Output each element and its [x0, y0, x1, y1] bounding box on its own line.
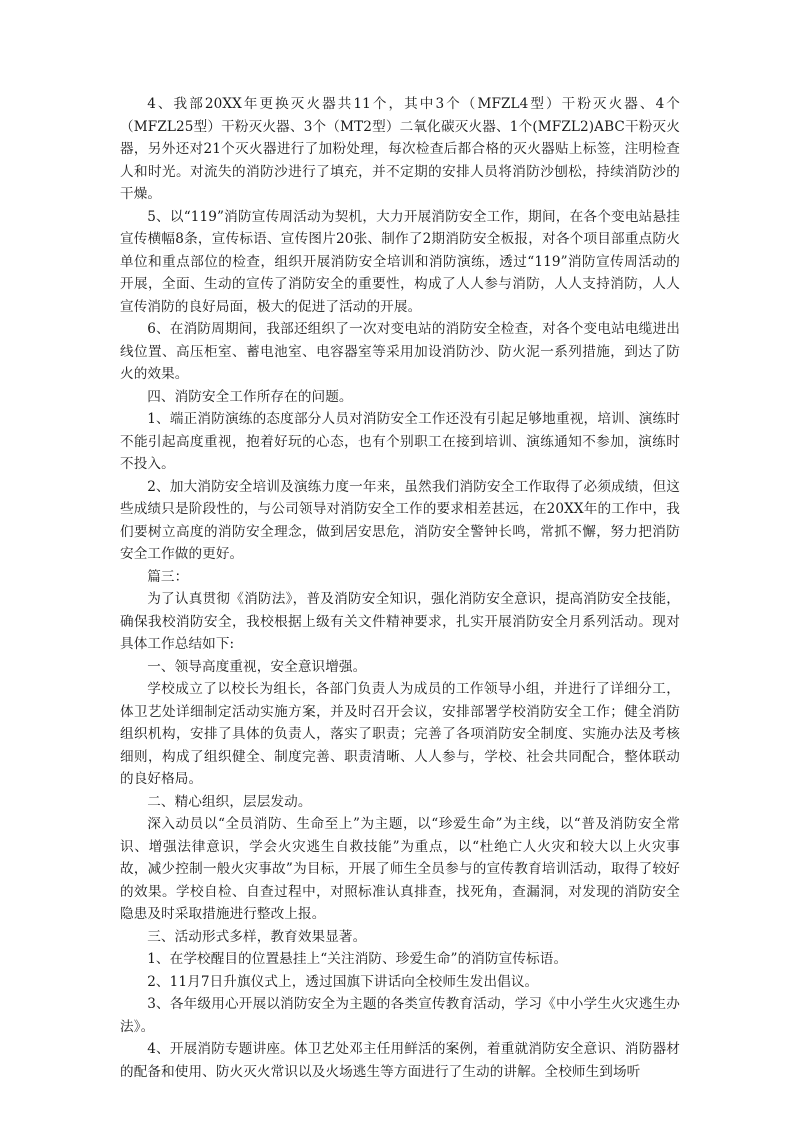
section-heading-2: 二、精心组织，层层发动。: [147, 793, 312, 810]
activity-item-2: 2、11月7日升旗仪式上，透过国旗下讲话向全校师生发出倡议。: [147, 973, 539, 990]
paragraph-intro: 为了认真贯彻《消防法》，普及消防安全知识，强化消防安全意识，提高消防安全技能，确保我校消防安全，我校根据上级有关文件精神要求，扎实开展消防安全月系列活动。现对具体工作总结如下:: [120, 591, 680, 652]
section-heading-problems: 四、消防安全工作所存在的问题。: [147, 388, 353, 405]
activity-item-3: 3、各年级用心开展以消防安全为主题的各类宣传教育活动，学习《中小学生火灾逃生办法》。: [120, 996, 680, 1035]
paragraph-item-5: 5、以“119”消防宣传周活动为契机，大力开展消防安全工作，期间，在各个变电站悬挂宣传横幅8条，宣传标语、宣传图片20张、制作了2期消防安全板报，对各个项目部重点防火单位和重点部位的检查，组织开展消防安全培训和消防演练，透过“119”消防宣传周活动的开展，全面、生动的宣传了消防安全的重要性，构成了人人参与消防，人人支持消防，人人宣传消防的良好局面，极大的促进了活动的开展。: [120, 208, 680, 315]
part-heading-3: 篇三：: [147, 568, 189, 585]
paragraph-problem-2: 2、加大消防安全培训及演练力度一年来，虽然我们消防安全工作取得了必须成绩，但这些成绩只是阶段性的，与公司领导对消防安全工作的要求相差甚远，在20XX年的工作中，我们要树立高度的消防安全理念，做到居安思危，消防安全警钟长鸣，常抓不懈，努力把消防安全工作做的更好。: [120, 478, 680, 562]
paragraph-problem-1: 1、端正消防演练的态度部分人员对消防安全工作还没有引起足够地重视，培训、演练时不能引起高度重视，抱着好玩的心态，也有个别职工在接到培训、演练通知不参加，演练时不投入。: [120, 411, 680, 472]
document-body: [120, 93, 680, 1083]
activity-item-1: 1、在学校醒目的位置悬挂上“关注消防、珍爱生命”的消防宣传标语。: [147, 951, 568, 967]
section-heading-3: 三、活动形式多样，教育效果显著。: [147, 928, 367, 945]
paragraph-item-4: 4、我部20XX年更换灭火器共11个，其中3个（MFZL4型）干粉灭火器、4个（MFZL25型）干粉灭火器、3个（MT2型）二氧化碳灭火器、1个(MFZL2)ABC干粉灭火器，另外还对21个灭火器进行了加粉处理，每次检查后都合格的灭火器贴上标签，注明检查人和时光。对流失的消防沙进行了填充，并不定期的安排人员将消防沙刨松，持续消防沙的干燥。: [120, 96, 680, 202]
paragraph-section-2: 深入动员以“全员消防、生命至上”为主题，以“珍爱生命”为主线，以“普及消防安全常识、增强法律意识，学会火灾逃生自救技能”为重点，以“杜绝亡人火灾和较大以上火灾事故，减少控制一般火灾事故”为目标，开展了师生全员参与的宣传教育培训活动，取得了较好的效果。学校自检、自查过程中，对照标准认真排查，找死角，查漏洞，对发现的消防安全隐患及时采取措施进行整改上报。: [120, 816, 680, 922]
paragraph-item-6: 6、在消防周期间，我部还组织了一次对变电站的消防安全检查，对各个变电站电缆进出线位置、高压柜室、蓄电池室、电容器室等采用加设消防沙、防火泥一系列措施，到达了防火的效果。: [120, 321, 680, 382]
paragraph-section-1: 学校成立了以校长为组长，各部门负责人为成员的工作领导小组，并进行了详细分工，体卫艺处详细制定活动实施方案，并及时召开会议，安排部署学校消防安全工作；健全消防组织机构，安排了具体的负责人，落实了职责；完善了各项消防安全制度、实施办法及考核细则，构成了组织健全、制度完善、职责清晰、人人参与，学校、社会共同配合，整体联动的良好格局。: [120, 681, 680, 787]
section-heading-1: 一、领导高度重视，安全意识增强。: [147, 658, 367, 675]
activity-item-4: 4、开展消防专题讲座。体卫艺处邓主任用鲜活的案例，着重就消防安全意识、消防器材的配备和使用、防火灭火常识以及火场逃生等方面进行了生动的讲解。全校师生到场听: [120, 1041, 680, 1080]
